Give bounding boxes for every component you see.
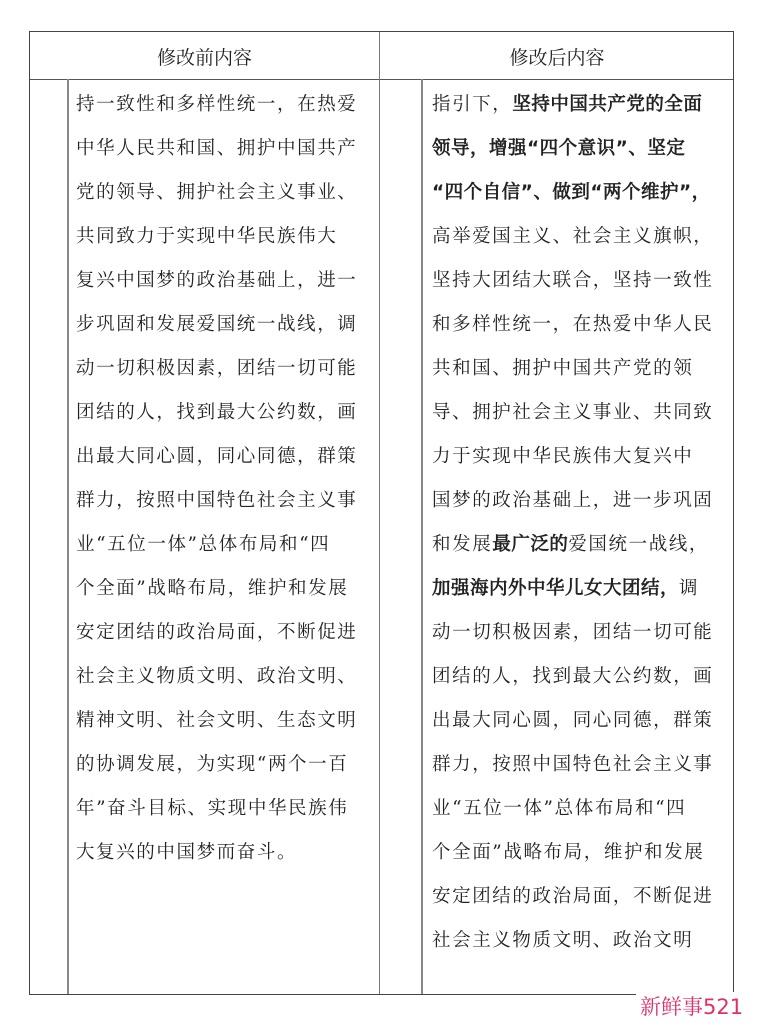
text-segment: 调 bbox=[679, 578, 700, 599]
header-row bbox=[30, 32, 733, 80]
before-text-line: 持一致性和多样性统一，在热爱 bbox=[76, 94, 358, 115]
before-text-line: 复兴中国梦的政治基础上，进一 bbox=[76, 270, 358, 291]
before-text-line: 的协调发展，为实现“两个一百 bbox=[76, 754, 349, 775]
before-text-line: 团结的人，找到最大公约数，画 bbox=[76, 402, 358, 423]
watermark: 新鲜事521 bbox=[636, 992, 747, 1022]
before-text-line: 中华人民共和国、拥护中国共产 bbox=[76, 138, 358, 159]
comparison-table bbox=[29, 31, 734, 995]
added-text: 加强海内外中华儿女大团结， bbox=[432, 578, 680, 599]
after-text-line bbox=[432, 479, 732, 523]
column-divider bbox=[379, 32, 380, 994]
before-text-line: 安定团结的政治局面，不断促进 bbox=[76, 622, 358, 643]
after-text-line bbox=[432, 567, 732, 611]
text-segment: 高举爱国主义、社会主义旗帜， bbox=[432, 226, 714, 247]
text-segment: 国梦的政治基础上，进一步巩固 bbox=[432, 490, 714, 511]
text-segment: 群力，按照中国特色社会主义事 bbox=[432, 754, 714, 775]
text-segment: 力于实现中华民族伟大复兴中 bbox=[432, 446, 694, 467]
after-text-line bbox=[432, 523, 732, 567]
added-text: 领导，增强“四个意识”、坚定 bbox=[432, 138, 686, 159]
after-text-line bbox=[432, 347, 732, 391]
after-text-line bbox=[432, 655, 732, 699]
after-text-line bbox=[432, 743, 732, 787]
after-content bbox=[432, 79, 732, 994]
before-text-line: 社会主义物质文明、政治文明、 bbox=[76, 666, 358, 687]
after-text-line bbox=[432, 787, 732, 831]
before-text-line: 精神文明、社会文明、生态文明 bbox=[76, 710, 358, 731]
text-segment: 指引下， bbox=[432, 94, 513, 115]
text-segment: 和发展 bbox=[432, 534, 493, 555]
text-segment: 共和国、拥护中国共产党的领 bbox=[432, 358, 694, 379]
before-text-line: 业“五位一体”总体布局和“四 bbox=[76, 534, 331, 555]
before-content bbox=[76, 79, 376, 994]
after-text-line bbox=[432, 259, 732, 303]
header-before: 修改前内容 bbox=[156, 47, 252, 69]
text-segment: 业“五位一体”总体布局和“四 bbox=[432, 798, 687, 819]
text-segment: 导、拥护社会主义事业、共同致 bbox=[432, 402, 714, 423]
before-text-line: 党的领导、拥护社会主义事业、 bbox=[76, 182, 358, 203]
after-text-line bbox=[432, 831, 732, 875]
after-text-line bbox=[432, 127, 732, 171]
text-segment: 社会主义物质文明、政治文明 bbox=[432, 930, 694, 951]
right-inner-border bbox=[421, 79, 423, 994]
text-segment: 坚持大团结大联合，坚持一致性 bbox=[432, 270, 714, 291]
text-segment: 和多样性统一，在热爱中华人民 bbox=[432, 314, 714, 335]
after-text-line bbox=[432, 699, 732, 743]
added-text: “四个自信”、做到“两个维护”， bbox=[432, 182, 711, 203]
after-text-line bbox=[432, 303, 732, 347]
before-text-line: 出最大同心圆，同心同德，群策 bbox=[76, 446, 358, 467]
added-text: 坚持中国共产党的全面 bbox=[512, 94, 703, 115]
after-text-line bbox=[432, 83, 732, 127]
after-text-line bbox=[432, 435, 732, 479]
after-text-line bbox=[432, 611, 732, 655]
before-text-line: 动一切积极因素，团结一切可能 bbox=[76, 358, 358, 379]
after-text-line bbox=[432, 215, 732, 259]
text-segment: 动一切积极因素，团结一切可能 bbox=[432, 622, 714, 643]
before-text-line: 个全面”战略布局，维护和发展 bbox=[76, 578, 349, 599]
text-segment: 安定团结的政治局面，不断促进 bbox=[432, 886, 714, 907]
left-inner-border bbox=[67, 79, 69, 994]
text-segment: 个全面”战略布局，维护和发展 bbox=[432, 842, 705, 863]
text-segment: 爱国统一战线， bbox=[568, 534, 710, 555]
after-text-line bbox=[432, 875, 732, 919]
text-segment: 团结的人，找到最大公约数，画 bbox=[432, 666, 714, 687]
before-text-line: 步巩固和发展爱国统一战线，调 bbox=[76, 314, 358, 335]
text-segment: 出最大同心圆，同心同德，群策 bbox=[432, 710, 714, 731]
before-text-line: 大复兴的中国梦而奋斗。 bbox=[76, 842, 298, 863]
before-text-line: 群力，按照中国特色社会主义事 bbox=[76, 490, 358, 511]
after-text-line bbox=[432, 171, 732, 215]
after-text-line bbox=[432, 391, 732, 435]
header-after: 修改后内容 bbox=[509, 47, 605, 69]
before-text-line: 共同致力于实现中华民族伟大 bbox=[76, 226, 338, 247]
after-text-line bbox=[432, 919, 732, 963]
before-text-line: 年”奋斗目标、实现中华民族伟 bbox=[76, 798, 349, 819]
added-text: 最广泛的 bbox=[492, 534, 569, 555]
